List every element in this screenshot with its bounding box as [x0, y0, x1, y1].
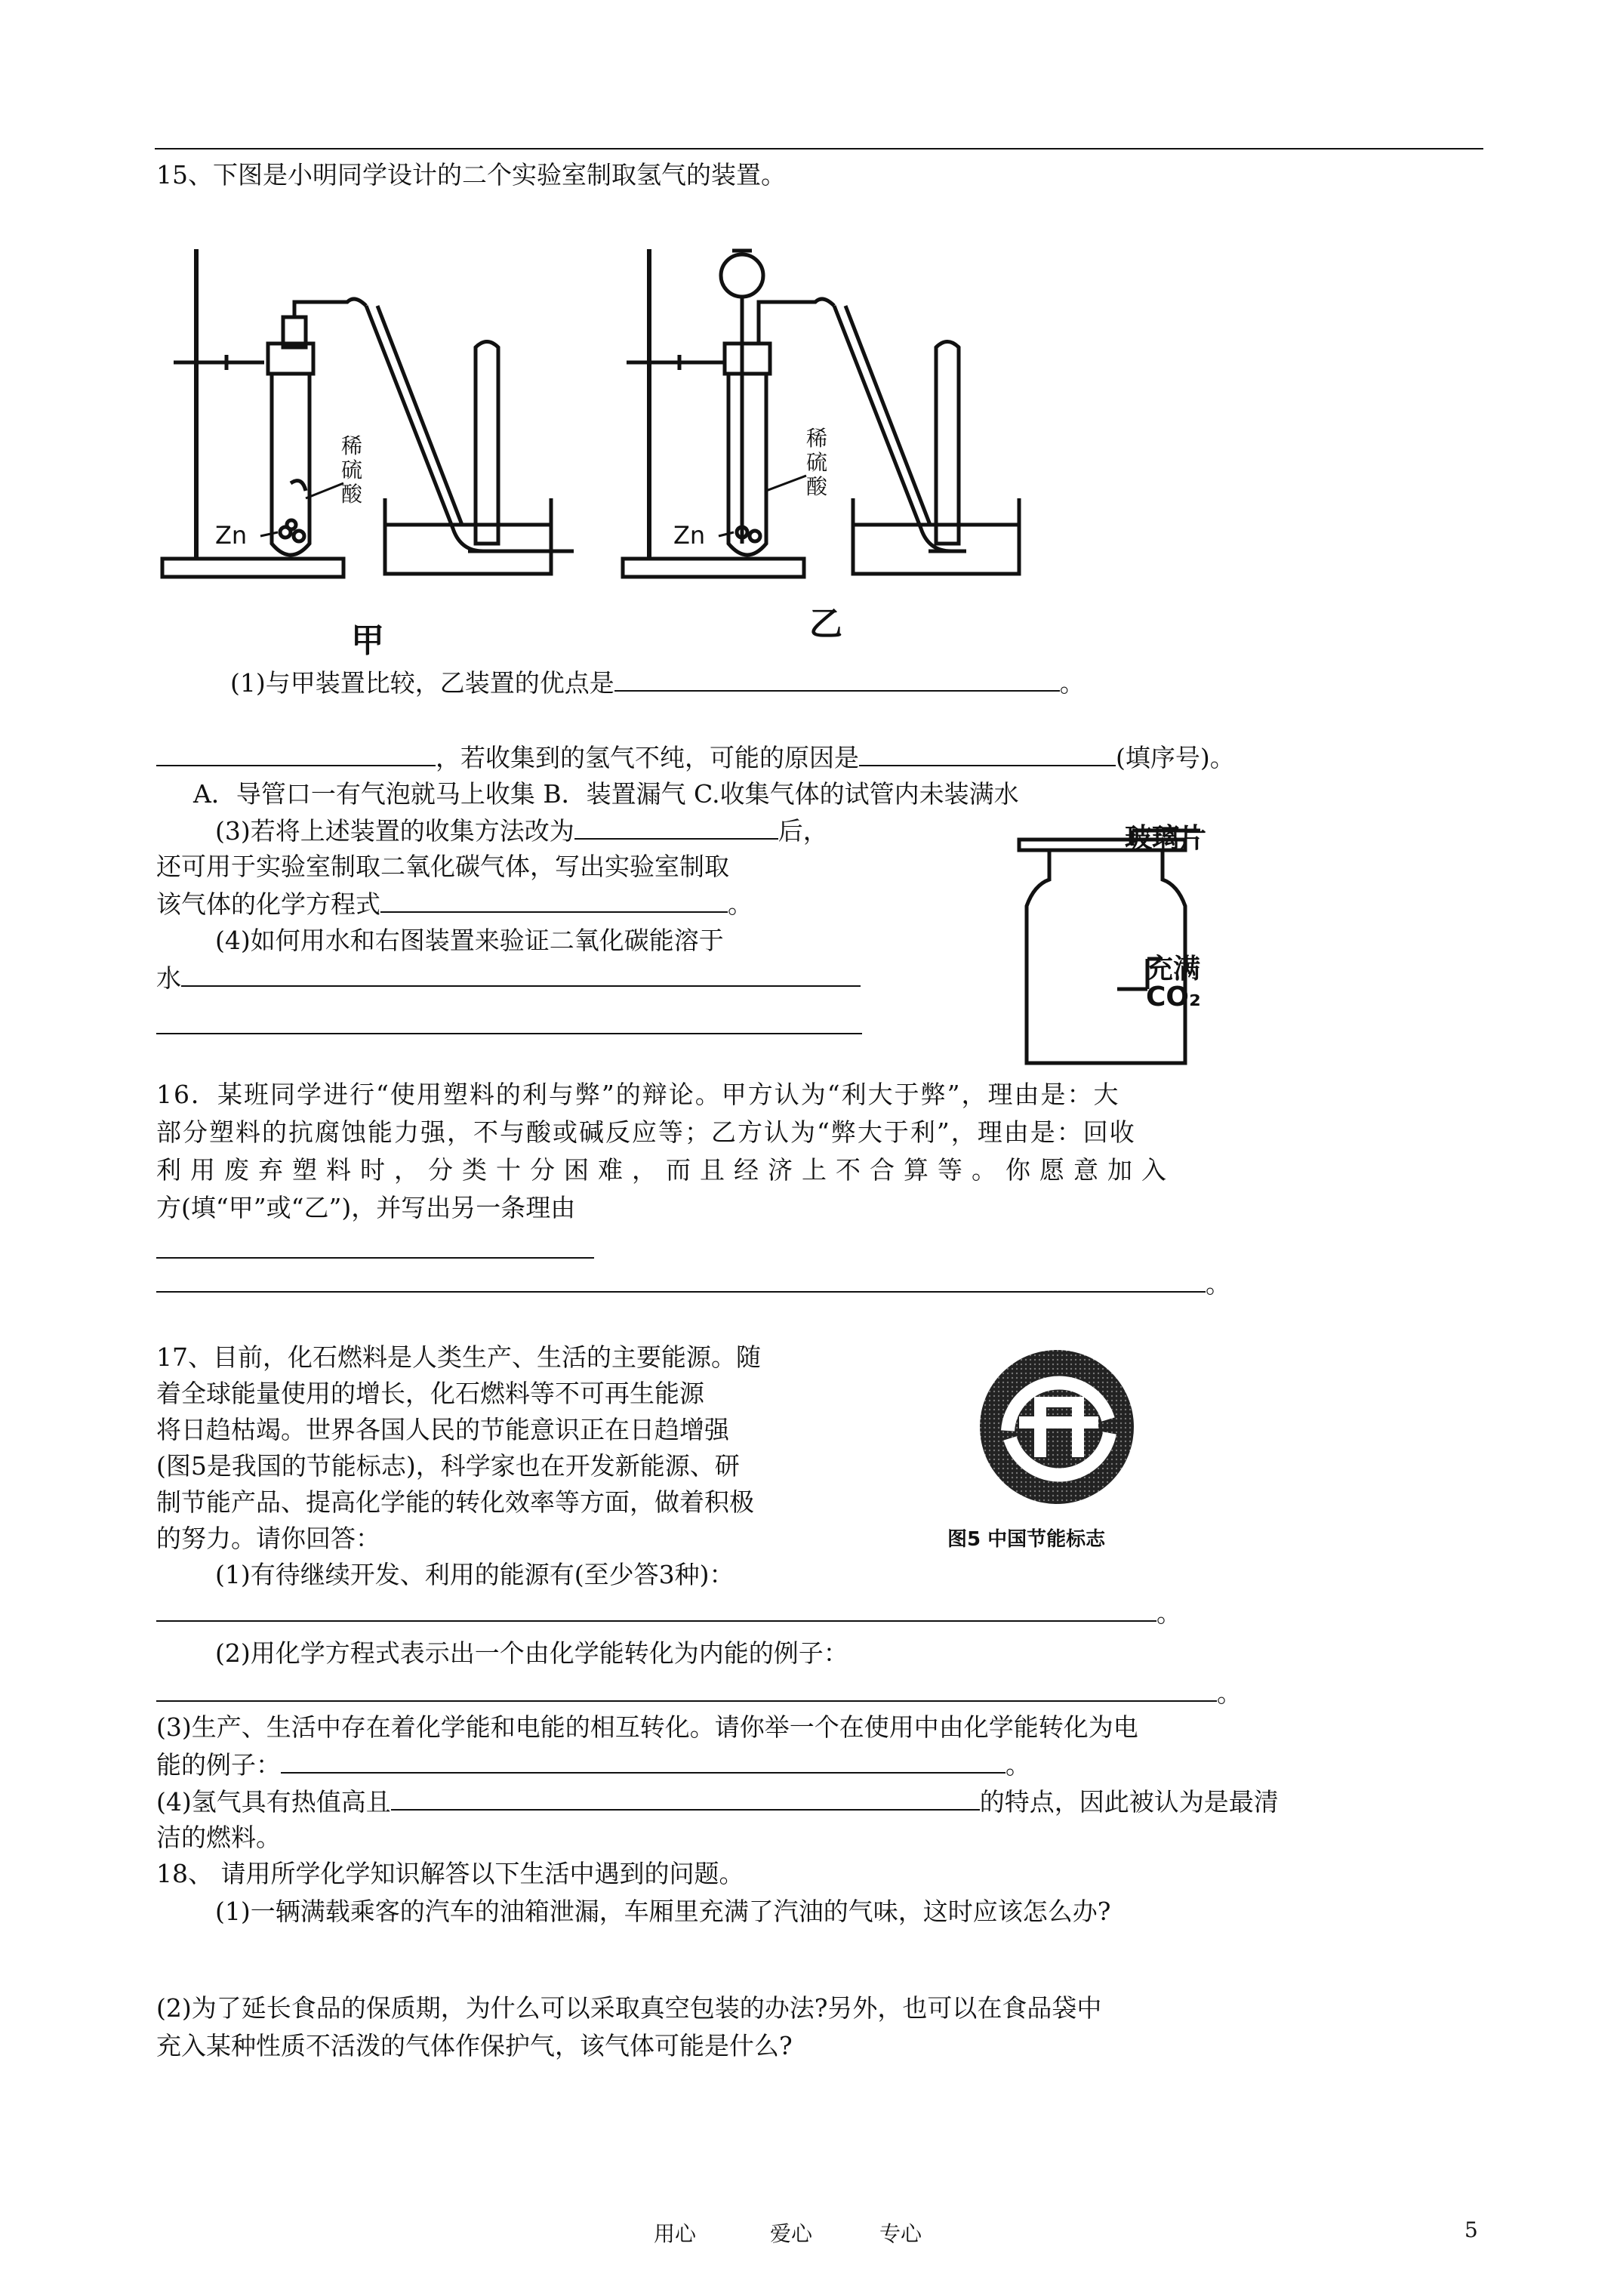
q15-part4-blank-line2[interactable] — [156, 1033, 862, 1034]
q16-line4: 方(填“甲”或“乙”)，并写出另一条理由 — [156, 1193, 576, 1222]
q16-line3: 利用废弃塑料时，分类十分困难，而且经济上不合算等。你愿意加入 — [156, 1155, 1175, 1185]
q17-line4: (图5是我国的节能标志)，科学家也在开发新能源、研 — [156, 1451, 740, 1481]
q16-line2: 部分塑料的抗腐蚀能力强，不与酸或碱反应等；乙方认为“弊大于利”，理由是：回收 — [156, 1117, 1136, 1147]
svg-text:硫: 硫 — [341, 458, 363, 482]
zn-label-yi: Zn — [673, 521, 706, 550]
q17-sub1: (1)有待继续开发、利用的能源有(至少答3种)： — [215, 1560, 735, 1589]
q15-title: 15、下图是小明同学设计的二个实验室制取氢气的装置。 — [156, 160, 786, 190]
footer-motto-1: 用心 — [654, 2221, 697, 2246]
zn-label-jia: Zn — [215, 521, 248, 550]
q15-part4-blank[interactable] — [181, 963, 861, 987]
q17-sub3-line1: (3)生产、生活中存在着化学能和电能的相互转化。请你举一个在使用中由化学能转化为电 — [156, 1712, 1138, 1742]
q15-part3-blank[interactable] — [574, 815, 778, 840]
svg-text:酸: 酸 — [341, 482, 363, 507]
q17-sub4-blank[interactable] — [391, 1786, 980, 1811]
svg-text:酸: 酸 — [806, 474, 828, 499]
q17-line1: 17、目前，化石燃料是人类生产、生活的主要能源。随 — [156, 1342, 761, 1372]
q17-sub1-answer: 。 — [156, 1598, 1181, 1629]
q16-answer-line: 。 — [156, 1268, 1230, 1299]
energy-saving-logo — [974, 1344, 1147, 1510]
q18-sub1: (1)一辆满载乘客的汽车的油箱泄漏，车厢里充满了汽油的气味，这时应该怎么办? — [215, 1897, 1111, 1926]
q15-equation-blank[interactable] — [380, 889, 728, 913]
q17-sub4-line2: 洁的燃料。 — [156, 1823, 281, 1852]
logo-caption: 图5 中国节能标志 — [947, 1528, 1106, 1551]
svg-text:稀: 稀 — [806, 426, 828, 451]
q18-sub2-line2: 充入某种性质不活泼的气体作保护气，该气体可能是什么? — [156, 2031, 793, 2060]
footer-motto-2: 爱心 — [770, 2221, 813, 2246]
q17-sub2-blank[interactable] — [156, 1678, 1217, 1702]
q15-part2: ，若收集到的氢气不纯，可能的原因是 (填序号)。 — [156, 742, 1235, 773]
q17-sub2-answer: 。 — [156, 1678, 1242, 1709]
page-number: 5 — [1464, 2217, 1478, 2242]
q17-sub1-blank[interactable] — [156, 1598, 1156, 1622]
fig-jia-label: 甲 — [351, 621, 384, 660]
q17-line2: 着全球能量使用的增长，化石燃料等不可再生能源 — [156, 1379, 704, 1408]
svg-text:硫: 硫 — [806, 450, 828, 475]
q17-sub3-line2: 能的例子： 。 — [156, 1750, 1030, 1780]
header-rule — [155, 148, 1483, 149]
trough-jia — [377, 332, 574, 581]
co2-label: CO₂ — [1146, 982, 1201, 1012]
fig-yi-label: 乙 — [809, 605, 842, 643]
glass-plate-label: 玻璃片 — [1125, 823, 1207, 854]
fill-label: 充满 — [1146, 954, 1201, 985]
q16-line1: 16．某班同学进行“使用塑料的利与弊”的辩论。甲方认为“利大于弊”，理由是：大 — [156, 1080, 1120, 1109]
q15-options: A．导管口一有气泡就马上收集 B．装置漏气 C.收集气体的试管内未装满水 — [193, 779, 1019, 809]
q17-line3: 将日趋枯竭。世界各国人民的节能意识正在日趋增强 — [156, 1415, 729, 1444]
q17-sub3-blank[interactable] — [281, 1749, 1006, 1774]
q15-part2-blank-b[interactable] — [859, 742, 1116, 766]
footer-motto-3: 专心 — [879, 2221, 922, 2246]
q15-part3-line2: 还可用于实验室制取二氧化碳气体，写出实验室制取 — [156, 852, 729, 881]
q18-title: 18、 请用所学化学知识解答以下生活中遇到的问题。 — [156, 1859, 744, 1888]
svg-text:稀: 稀 — [341, 433, 363, 458]
q18-sub2-line1: (2)为了延长食品的保质期，为什么可以采取真空包装的办法?另外，也可以在食品袋中 — [156, 1993, 1102, 2023]
q17-sub4-line1: (4)氢气具有热值高且 的特点，因此被认为是最清 — [156, 1787, 1279, 1817]
q17-line5: 制节能产品、提高化学能的转化效率等方面，做着积极 — [156, 1487, 754, 1517]
q17-sub2: (2)用化学方程式表示出一个由化学能转化为内能的例子： — [215, 1638, 848, 1668]
q15-part1-blank[interactable] — [614, 667, 1060, 692]
q15-part4: (4)如何用水和右图装置来验证二氧化碳能溶于 — [215, 926, 724, 955]
q15-part1: (1)与甲装置比较，乙装置的优点是 。 — [230, 668, 1085, 698]
q15-part2-blank-a[interactable] — [156, 742, 436, 766]
q15-part3: (3)若将上述装置的收集方法改为 后， — [215, 816, 828, 846]
q16-blank-b[interactable] — [156, 1268, 1206, 1293]
q17-line6: 的努力。请你回答： — [156, 1524, 380, 1553]
trough-yi — [845, 332, 1042, 581]
q16-blank-a[interactable] — [156, 1257, 594, 1259]
q15-part4-line2: 水 — [156, 963, 861, 994]
q15-part3-line3: 该气体的化学方程式 。 — [156, 889, 753, 919]
